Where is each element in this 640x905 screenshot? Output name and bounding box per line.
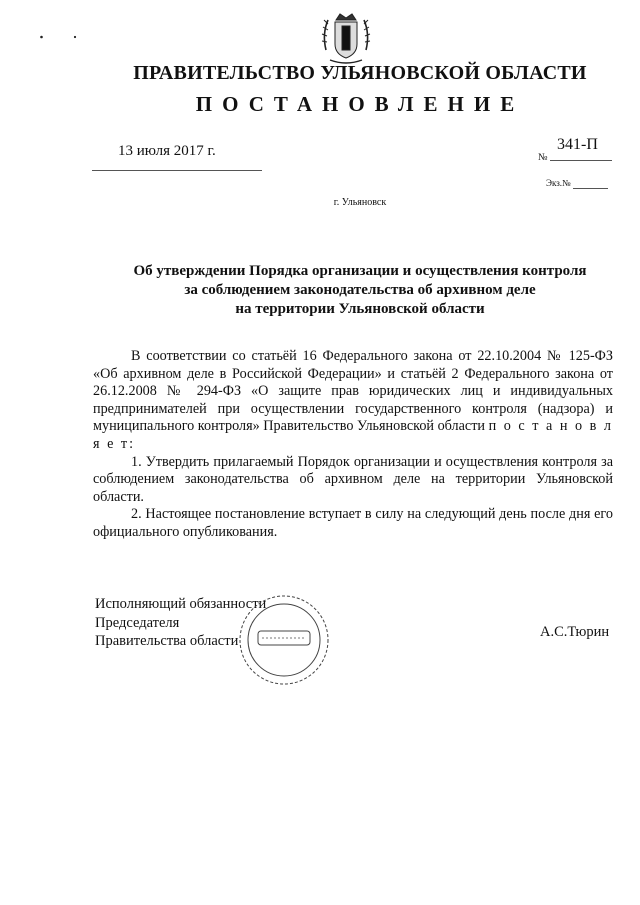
official-seal-stamp bbox=[234, 590, 330, 688]
signatory-line-3: Правительства области bbox=[95, 633, 239, 649]
document-date: 13 июля 2017 г. bbox=[118, 143, 216, 159]
number-underline bbox=[550, 160, 612, 161]
signatory-line-2: Председателя bbox=[95, 614, 180, 631]
subject-line-1: Об утверждении Порядка организации и осуществления контроля bbox=[133, 263, 587, 279]
document-body bbox=[93, 348, 613, 542]
number-label: № bbox=[538, 152, 548, 163]
document-subject bbox=[110, 262, 610, 319]
preamble-text: В соответствии со статьёй 16 Федерального закона от 22.10.2004 № 125-ФЗ «Об архивном деле в Российской Федерации» и статьёй 2 Федерального закона от 26.12.2008 № 294-ФЗ «О защите прав юридических лиц и индивидуальных предпринимателей при осуществлении государственного контроля (надзора) и муниципального контроля» Правительство Ульяновской области bbox=[93, 348, 613, 435]
scan-dots bbox=[40, 35, 80, 39]
copy-number-underline bbox=[573, 188, 608, 189]
document-number: 341-П bbox=[557, 136, 598, 153]
date-underline bbox=[92, 170, 262, 171]
subject-line-3: на территории Ульяновской области bbox=[235, 301, 485, 317]
city: г. Ульяновск bbox=[333, 197, 387, 208]
document-type-title: ПОСТАНОВЛЕНИЕ bbox=[195, 92, 525, 116]
copy-number-label: Экз.№ bbox=[546, 178, 571, 188]
coat-of-arms-icon bbox=[320, 10, 372, 66]
signatory-name: А.С.Тюрин bbox=[540, 624, 610, 640]
item-2: 2. Настоящее постановление вступает в силу на следующий день после дня его официального опубликования. bbox=[93, 506, 613, 540]
signatory-line-1: Исполняющий обязанности bbox=[95, 596, 267, 612]
preamble-paragraph bbox=[93, 348, 613, 454]
item-1: 1. Утвердить прилагаемый Порядок организации и осуществления контроля за соблюдением законодательства об архивном деле на территории Ульяновской области. bbox=[93, 453, 613, 505]
organization-title: ПРАВИТЕЛЬСТВО УЛЬЯНОВСКОЙ ОБЛАСТИ bbox=[133, 62, 587, 84]
decree-word: п о с т а н о в л я е т: bbox=[93, 418, 613, 452]
subject-line-2: за соблюдением законодательства об архивном деле bbox=[184, 282, 536, 298]
